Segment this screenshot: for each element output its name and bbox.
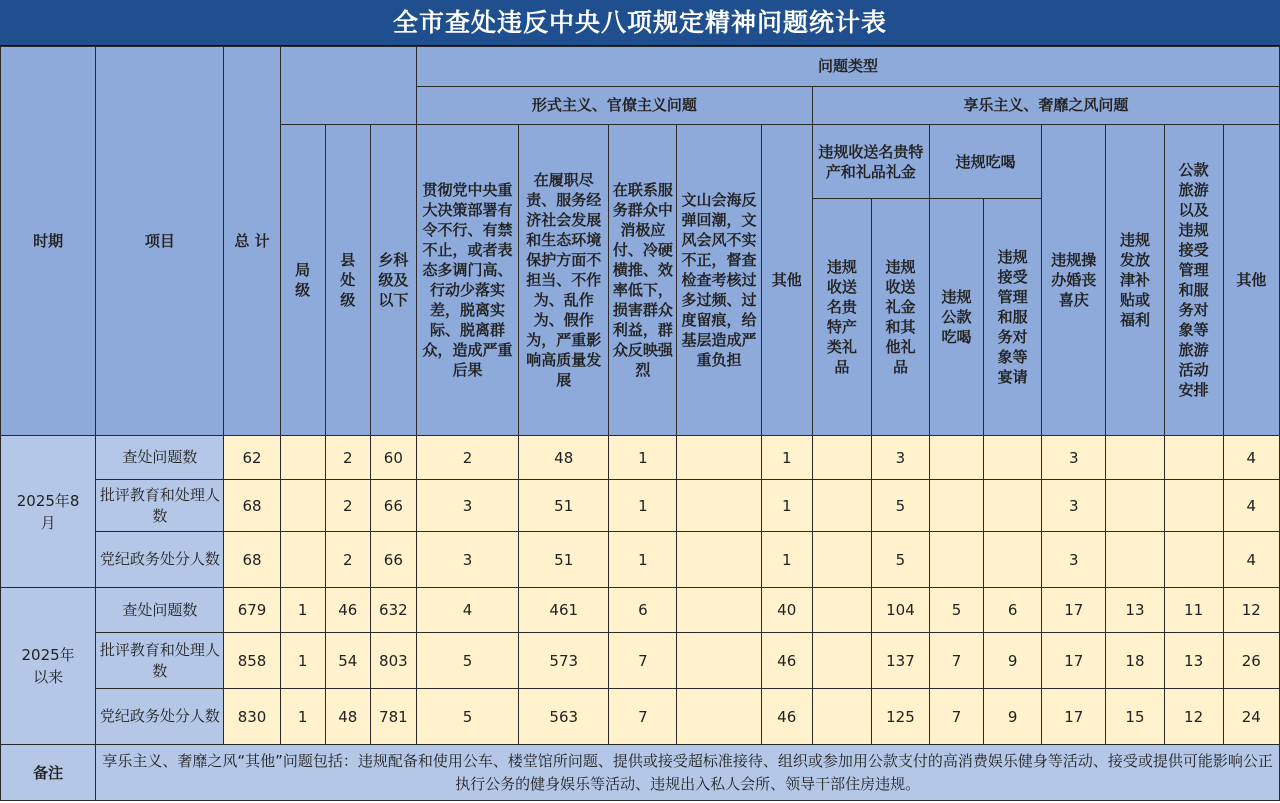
header-eat-1: 违规公款吃喝: [930, 199, 984, 436]
cell-wedding: 3: [1042, 480, 1106, 532]
cell-allowance: 13: [1106, 588, 1164, 633]
cell-allowance: [1106, 480, 1164, 532]
cell-eat1: 5: [930, 588, 984, 633]
cell-allowance: 18: [1106, 633, 1164, 689]
cell-f1: 2: [416, 436, 518, 480]
cell-xiang: 803: [370, 633, 416, 689]
cell-f-other: 1: [761, 532, 812, 588]
cell-eat2: [984, 480, 1042, 532]
cell-f2: 51: [519, 532, 609, 588]
table-row: [1, 633, 1280, 689]
note-label: 备注: [1, 745, 96, 801]
cell-xiang: 632: [370, 588, 416, 633]
cell-f4: [677, 588, 761, 633]
cell-travel: 11: [1164, 588, 1223, 633]
header-eat-2: 违规接受管理和服务对象等宴请: [984, 199, 1042, 436]
cell-ju: [280, 436, 325, 480]
cell-gift2: 5: [871, 480, 929, 532]
header-eat-group: 违规吃喝: [930, 125, 1042, 199]
cell-xiang: 66: [370, 480, 416, 532]
cell-xian: 54: [325, 633, 370, 689]
note-row: [1, 745, 1280, 801]
header-period: 时期: [1, 47, 96, 436]
header-level-xiang: 乡科级及以下: [370, 125, 416, 436]
cell-h-other: 4: [1223, 436, 1279, 480]
header-hedonism-other: 其他: [1223, 125, 1279, 436]
header-formalism-4: 文山会海反弹回潮，文风会风不实不正，督查检查考核过多过频、过度留痕，给基层造成严重负担: [677, 125, 761, 436]
cell-gift2: 137: [871, 633, 929, 689]
cell-total: 830: [224, 689, 280, 745]
table-title: 全市查处违反中央八项规定精神问题统计表: [0, 0, 1280, 46]
cell-h-other: 4: [1223, 480, 1279, 532]
cell-total: 68: [224, 480, 280, 532]
cell-f-other: 1: [761, 436, 812, 480]
cell-xiang: 60: [370, 436, 416, 480]
cell-xian: 2: [325, 436, 370, 480]
header-level-xian: 县处级: [325, 125, 370, 436]
cell-wedding: 3: [1042, 436, 1106, 480]
table-row: [1, 436, 1280, 480]
cell-travel: [1164, 480, 1223, 532]
row-item: 批评教育和处理人数: [96, 480, 224, 532]
cell-wedding: 17: [1042, 633, 1106, 689]
row-item: 批评教育和处理人数: [96, 633, 224, 689]
cell-f2: 563: [519, 689, 609, 745]
cell-f3: 1: [609, 532, 677, 588]
cell-ju: [280, 480, 325, 532]
cell-wedding: 3: [1042, 532, 1106, 588]
cell-xian: 2: [325, 532, 370, 588]
period-label: 2025年以来: [1, 588, 96, 745]
cell-f-other: 46: [761, 689, 812, 745]
cell-xian: 48: [325, 689, 370, 745]
cell-f3: 6: [609, 588, 677, 633]
cell-f4: [677, 480, 761, 532]
header-hedonism-group: 享乐主义、奢靡之风问题: [812, 87, 1279, 125]
row-item: 查处问题数: [96, 436, 224, 480]
row-item: 党纪政务处分人数: [96, 532, 224, 588]
cell-f1: 5: [416, 689, 518, 745]
cell-gift1: [812, 436, 871, 480]
table-row: [1, 480, 1280, 532]
cell-f-other: 46: [761, 633, 812, 689]
cell-travel: [1164, 436, 1223, 480]
cell-f4: [677, 532, 761, 588]
cell-xian: 46: [325, 588, 370, 633]
cell-wedding: 17: [1042, 689, 1106, 745]
row-item: 查处问题数: [96, 588, 224, 633]
cell-gift2: 5: [871, 532, 929, 588]
cell-ju: 1: [280, 588, 325, 633]
cell-h-other: 26: [1223, 633, 1279, 689]
header-allowance: 违规发放津补贴或福利: [1106, 125, 1164, 436]
cell-gift1: [812, 532, 871, 588]
cell-f2: 51: [519, 480, 609, 532]
header-item: 项目: [96, 47, 224, 436]
cell-gift1: [812, 689, 871, 745]
header-level-ju: 局级: [280, 125, 325, 436]
cell-allowance: 15: [1106, 689, 1164, 745]
cell-total: 62: [224, 436, 280, 480]
cell-f1: 5: [416, 633, 518, 689]
cell-xiang: 781: [370, 689, 416, 745]
cell-f2: 573: [519, 633, 609, 689]
statistics-table: [0, 46, 1280, 801]
header-problem-type: 问题类型: [416, 47, 1279, 87]
cell-eat2: [984, 532, 1042, 588]
cell-eat2: 6: [984, 588, 1042, 633]
header-total: 总 计: [224, 47, 280, 436]
cell-gift2: 104: [871, 588, 929, 633]
header-level-blank: [280, 47, 416, 125]
cell-f3: 7: [609, 689, 677, 745]
note-text: 享乐主义、奢靡之风“其他”问题包括：违规配备和使用公车、楼堂馆所问题、提供或接受超标准接待、组织或参加用公款支付的高消费娱乐健身等活动、接受或提供可能影响公正执行公务的健身娱乐等活动、违规出入私人会所、领导干部住房违规。: [96, 745, 1280, 801]
cell-eat2: 9: [984, 633, 1042, 689]
cell-f-other: 40: [761, 588, 812, 633]
cell-total: 68: [224, 532, 280, 588]
cell-ju: 1: [280, 633, 325, 689]
header-wedding: 违规操办婚丧喜庆: [1042, 125, 1106, 436]
header-gift-2: 违规收送礼金和其他礼品: [871, 199, 929, 436]
cell-eat1: [930, 532, 984, 588]
cell-f2: 48: [519, 436, 609, 480]
cell-travel: [1164, 532, 1223, 588]
cell-gift1: [812, 633, 871, 689]
cell-eat2: [984, 436, 1042, 480]
cell-f-other: 1: [761, 480, 812, 532]
header-formalism-1: 贯彻党中央重大决策部署有令不行、有禁不止，或者表态多调门高、行动少落实差，脱离实际、脱离群众，造成严重后果: [416, 125, 518, 436]
cell-wedding: 17: [1042, 588, 1106, 633]
cell-gift1: [812, 480, 871, 532]
period-label: 2025年8月: [1, 436, 96, 588]
cell-allowance: [1106, 436, 1164, 480]
cell-eat1: 7: [930, 689, 984, 745]
cell-ju: [280, 532, 325, 588]
cell-f3: 1: [609, 480, 677, 532]
header-formalism-2: 在履职尽责、服务经济社会发展和生态环境保护方面不担当、不作为、乱作为、假作为，严重影响高质量发展: [519, 125, 609, 436]
cell-eat1: [930, 480, 984, 532]
cell-travel: 13: [1164, 633, 1223, 689]
cell-eat1: [930, 436, 984, 480]
cell-f3: 7: [609, 633, 677, 689]
cell-h-other: 4: [1223, 532, 1279, 588]
cell-f4: [677, 633, 761, 689]
cell-f3: 1: [609, 436, 677, 480]
cell-f4: [677, 436, 761, 480]
cell-f1: 3: [416, 480, 518, 532]
cell-f4: [677, 689, 761, 745]
header-formalism-group: 形式主义、官僚主义问题: [416, 87, 812, 125]
cell-eat2: 9: [984, 689, 1042, 745]
cell-gift1: [812, 588, 871, 633]
cell-ju: 1: [280, 689, 325, 745]
row-item: 党纪政务处分人数: [96, 689, 224, 745]
cell-xian: 2: [325, 480, 370, 532]
cell-gift2: 125: [871, 689, 929, 745]
cell-eat1: 7: [930, 633, 984, 689]
header-formalism-3: 在联系服务群众中消极应付、冷硬横推、效率低下，损害群众利益，群众反映强烈: [609, 125, 677, 436]
cell-gift2: 3: [871, 436, 929, 480]
cell-total: 679: [224, 588, 280, 633]
cell-total: 858: [224, 633, 280, 689]
cell-f2: 461: [519, 588, 609, 633]
table-row: [1, 588, 1280, 633]
header-gift-1: 违规收送名贵特产类礼品: [812, 199, 871, 436]
cell-h-other: 24: [1223, 689, 1279, 745]
table-row: [1, 689, 1280, 745]
cell-f1: 4: [416, 588, 518, 633]
cell-xiang: 66: [370, 532, 416, 588]
table-row: [1, 532, 1280, 588]
header-formalism-other: 其他: [761, 125, 812, 436]
cell-f1: 3: [416, 532, 518, 588]
cell-allowance: [1106, 532, 1164, 588]
cell-travel: 12: [1164, 689, 1223, 745]
header-travel: 公款旅游以及违规接受管理和服务对象等旅游活动安排: [1164, 125, 1223, 436]
header-gift-group: 违规收送名贵特产和礼品礼金: [812, 125, 929, 199]
cell-h-other: 12: [1223, 588, 1279, 633]
